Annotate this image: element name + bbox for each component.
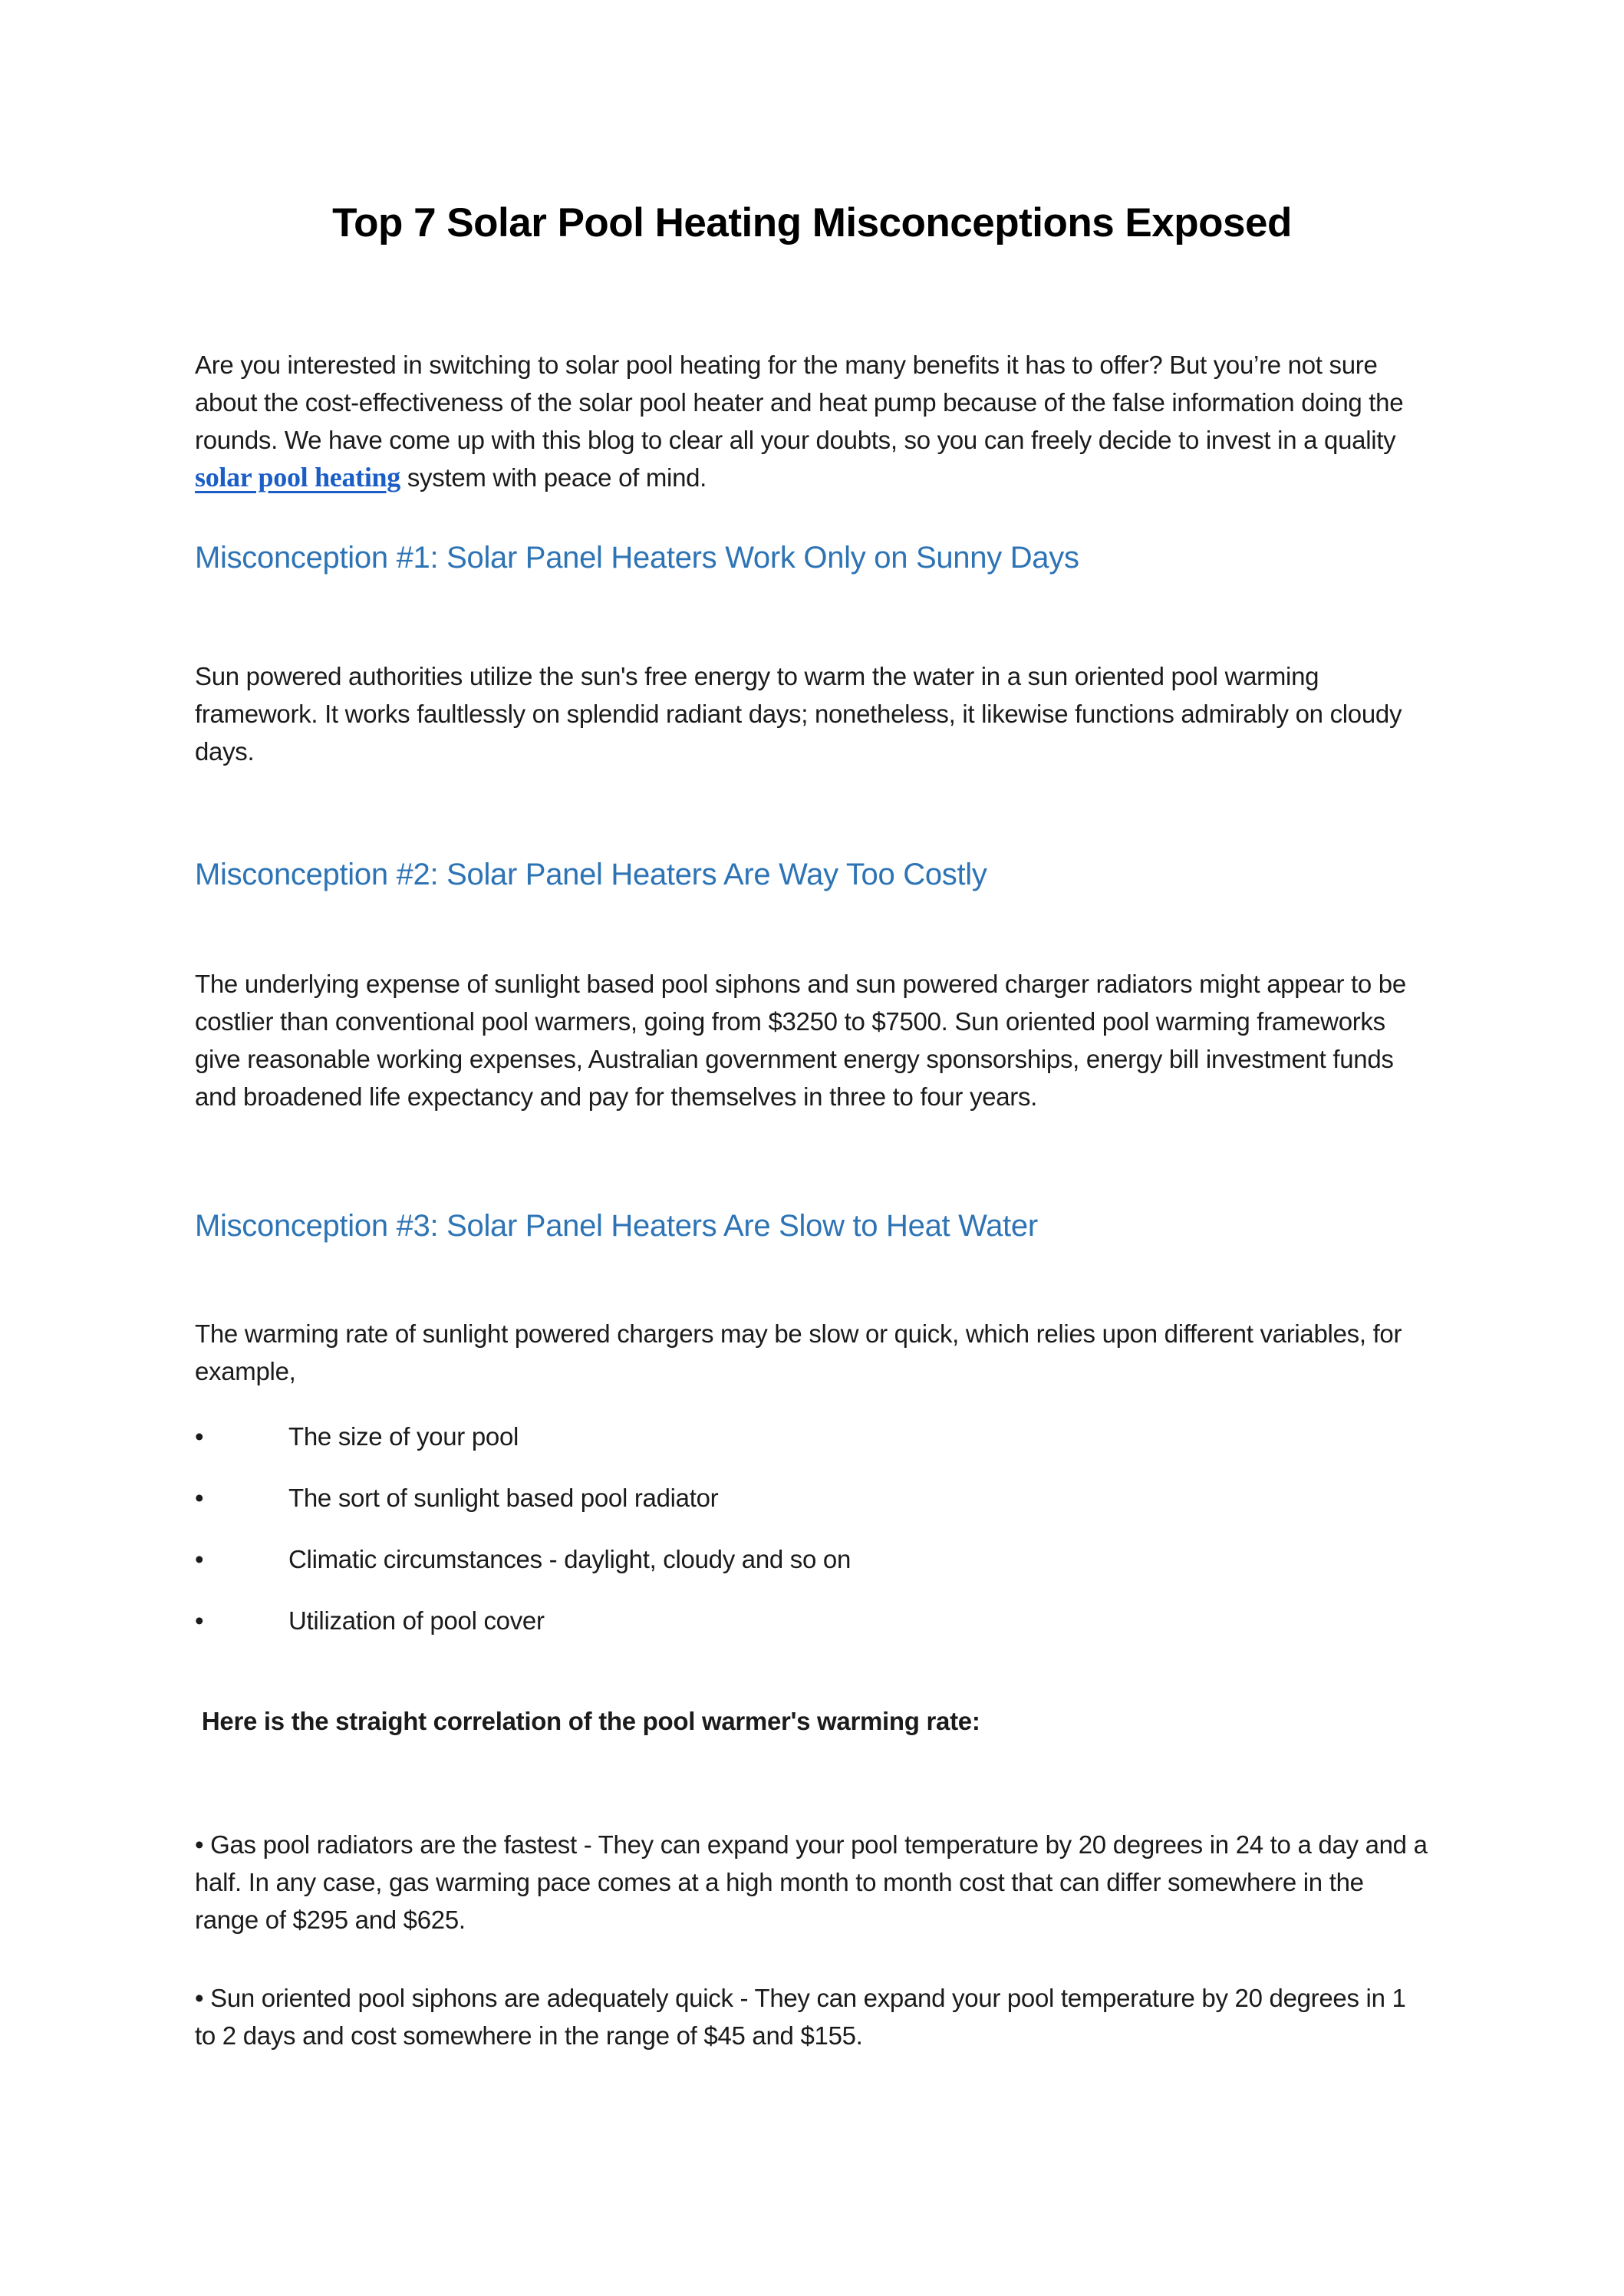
section-heading-misconception-3: Misconception #3: Solar Panel Heaters Are Slow to Heat Water xyxy=(195,1209,1038,1243)
list-item-text: The sort of sunlight based pool radiator xyxy=(288,1484,719,1512)
bullet-icon: • xyxy=(195,1606,204,1635)
comparison-gas-heaters: • Gas pool radiators are the fastest - They can expand your pool temperature by 20 degrees in 24 to a day and a half. In any case, gas warming pace comes at a high month to month cost that can differ somewhere in the range of $295 and $625. xyxy=(195,1830,1428,1934)
section-heading-misconception-1: Misconception #1: Solar Panel Heaters Work Only on Sunny Days xyxy=(195,541,1079,575)
list-item xyxy=(195,1418,1429,1455)
intro-text-before-link: Are you interested in switching to solar pool heating for the many benefits it has to offer? But you’re not sure about the cost-effectiveness of the solar pool heater and heat pump because of the false information doing the rounds. We have come up with this blog to clear all your doubts, so you can freely decide to invest in a quality xyxy=(195,351,1404,454)
list-item-text: Climatic circumstances - daylight, cloudy and so on xyxy=(288,1545,852,1573)
list-item xyxy=(195,1479,1429,1517)
list-item-text: Utilization of pool cover xyxy=(288,1606,545,1635)
list-item xyxy=(195,1602,1429,1639)
section-body-misconception-2: The underlying expense of sunlight based pool siphons and sun powered charger radiators might appear to be costlier than conventional pool warmers, going from $3250 to $7500. Sun oriented pool warming frameworks give reasonable working expenses, Australian government energy sponsorships, energy bill investment funds and broadened life expectancy and pay for themselves in three to four years. xyxy=(195,970,1406,1111)
intro-text-after-link: system with peace of mind. xyxy=(400,463,707,492)
bullet-icon: • xyxy=(195,1484,204,1512)
section-body-misconception-3: The warming rate of sunlight powered chargers may be slow or quick, which relies upon different variables, for example, xyxy=(195,1319,1402,1385)
section-heading-misconception-2: Misconception #2: Solar Panel Heaters Are Way Too Costly xyxy=(195,858,987,891)
page-title: Top 7 Solar Pool Heating Misconceptions Exposed xyxy=(332,200,1292,245)
intro-paragraph xyxy=(195,346,1429,496)
section-body-misconception-1: Sun powered authorities utilize the sun's free energy to warm the water in a sun oriented pool warming framework. It works faultlessly on splendid radiant days; nonetheless, it likewise functions admirably on cloudy days. xyxy=(195,662,1402,766)
solar-pool-heating-link[interactable]: solar pool heating xyxy=(195,462,400,492)
list-item-text: The size of your pool xyxy=(288,1422,519,1451)
bullet-icon: • xyxy=(195,1545,204,1573)
list-item xyxy=(195,1540,1429,1578)
factor-bullet-list xyxy=(195,1418,1429,1639)
correlation-heading: Here is the straight correlation of the pool warmer's warming rate: xyxy=(195,1707,980,1735)
comparison-solar-siphons: • Sun oriented pool siphons are adequately quick - They can expand your pool temperature by 20 degrees in 1 to 2 days and cost somewhere in the range of $45 and $155. xyxy=(195,1984,1406,2050)
bullet-icon: • xyxy=(195,1422,204,1451)
